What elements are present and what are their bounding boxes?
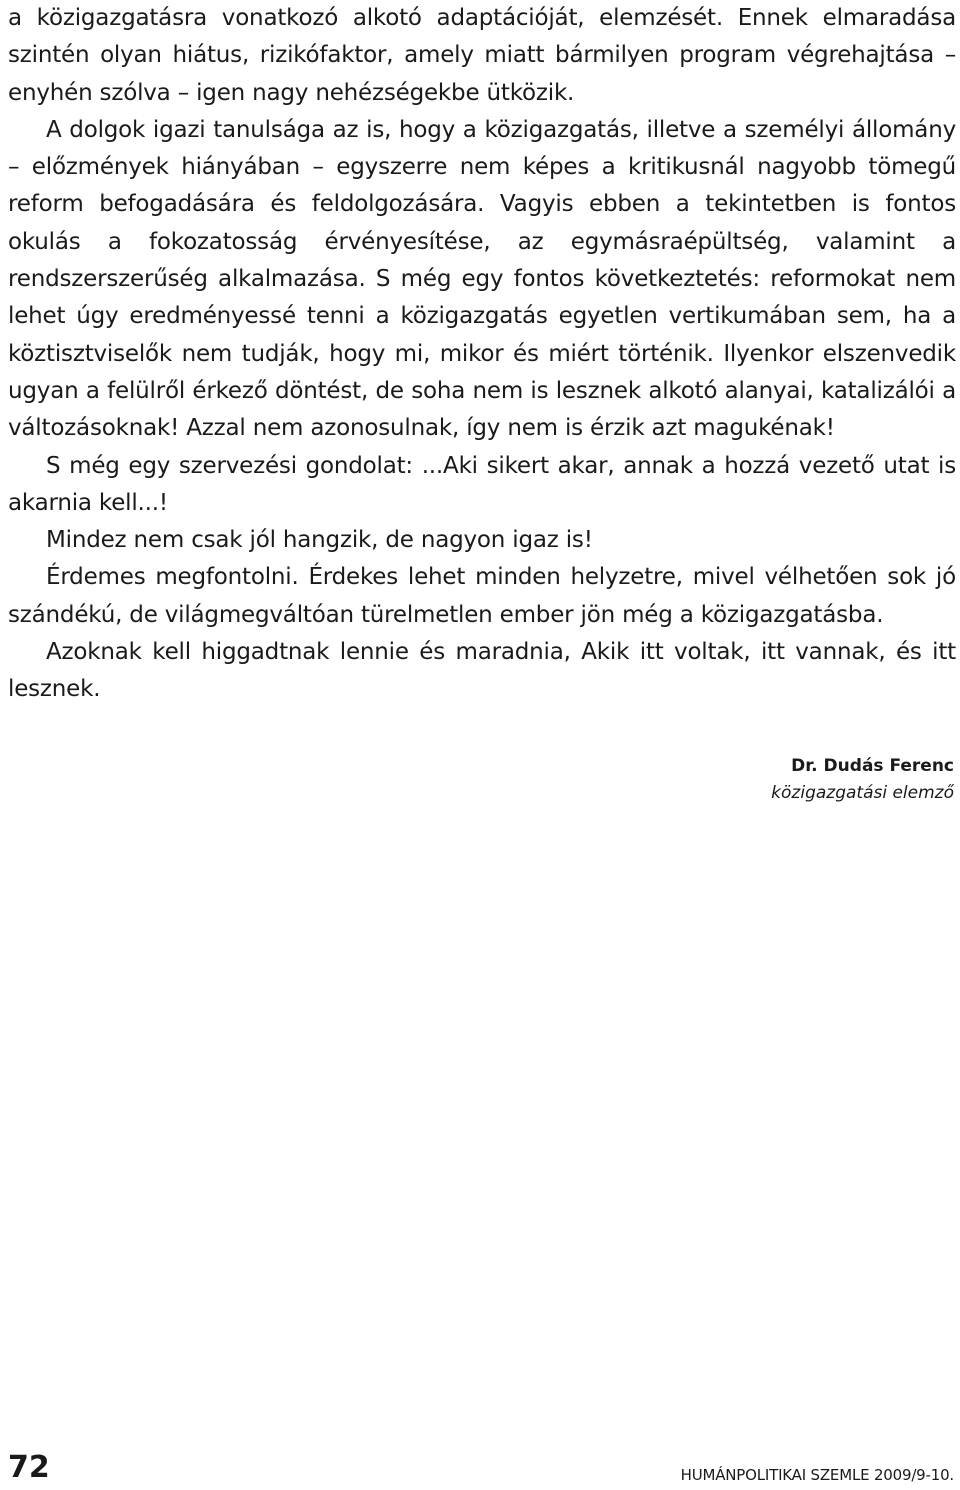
article-body [8, 0, 956, 709]
page-number: 72 [8, 1450, 50, 1485]
paragraph: Azoknak kell higgadtnak lennie és maradnia, Akik itt voltak, itt vannak, és itt lesznek. [8, 639, 956, 703]
paragraph: Érdemes megfontolni. Érdekes lehet minden helyzetre, mivel vélhetően sok jó szándékú, de világmegváltóan türelmetlen ember jön még a közigazgatásba. [8, 564, 956, 628]
paragraph: Mindez nem csak jól hangzik, de nagyon igaz is! [46, 527, 593, 554]
journal-footer: HUMÁNPOLITIKAI SZEMLE 2009/9-10. [680, 1466, 954, 1484]
author-signature [771, 752, 954, 806]
paragraph: S még egy szervezési gondolat: ...Aki sikert akar, annak a hozzá vezető utat is akarnia kell...! [8, 452, 956, 516]
paragraph: a közigazgatásra vonatkozó alkotó adaptációját, elemzését. Ennek elmaradása szintén olyan hiátus, rizikófaktor, amely miatt bármilyen program végrehajtása – enyhén szólva – igen nagy nehézségekbe ütközik. [8, 5, 956, 106]
author-name: Dr. Dudás Ferenc [791, 756, 954, 776]
paragraph: A dolgok igazi tanulsága az is, hogy a közigazgatás, illetve a személyi állomány – előzmények hiányában – egyszerre nem képes a kritikusnál nagyobb tömegű reform befogadására és feldolgozására. Vagyis ebben a tekintetben is fontos okulás a fokozatosság érvényesítése, az egymásraépültség, valamint a rendszerszerűség alkalmazása. S még egy fontos következtetés: reformokat nem lehet úgy eredményessé tenni a közigazgatás egyetlen vertikumában sem, ha a köztisztviselők nem tudják, hogy mi, mikor és miért történik. Ilyenkor elszenvedik ugyan a felülről érkező döntést, de soha nem is lesznek alkotó alanyai, katalizálói a változásoknak! Azzal nem azonosulnak, így nem is érzik azt magukénak! [8, 116, 956, 442]
author-role: közigazgatási elemző [771, 783, 954, 803]
